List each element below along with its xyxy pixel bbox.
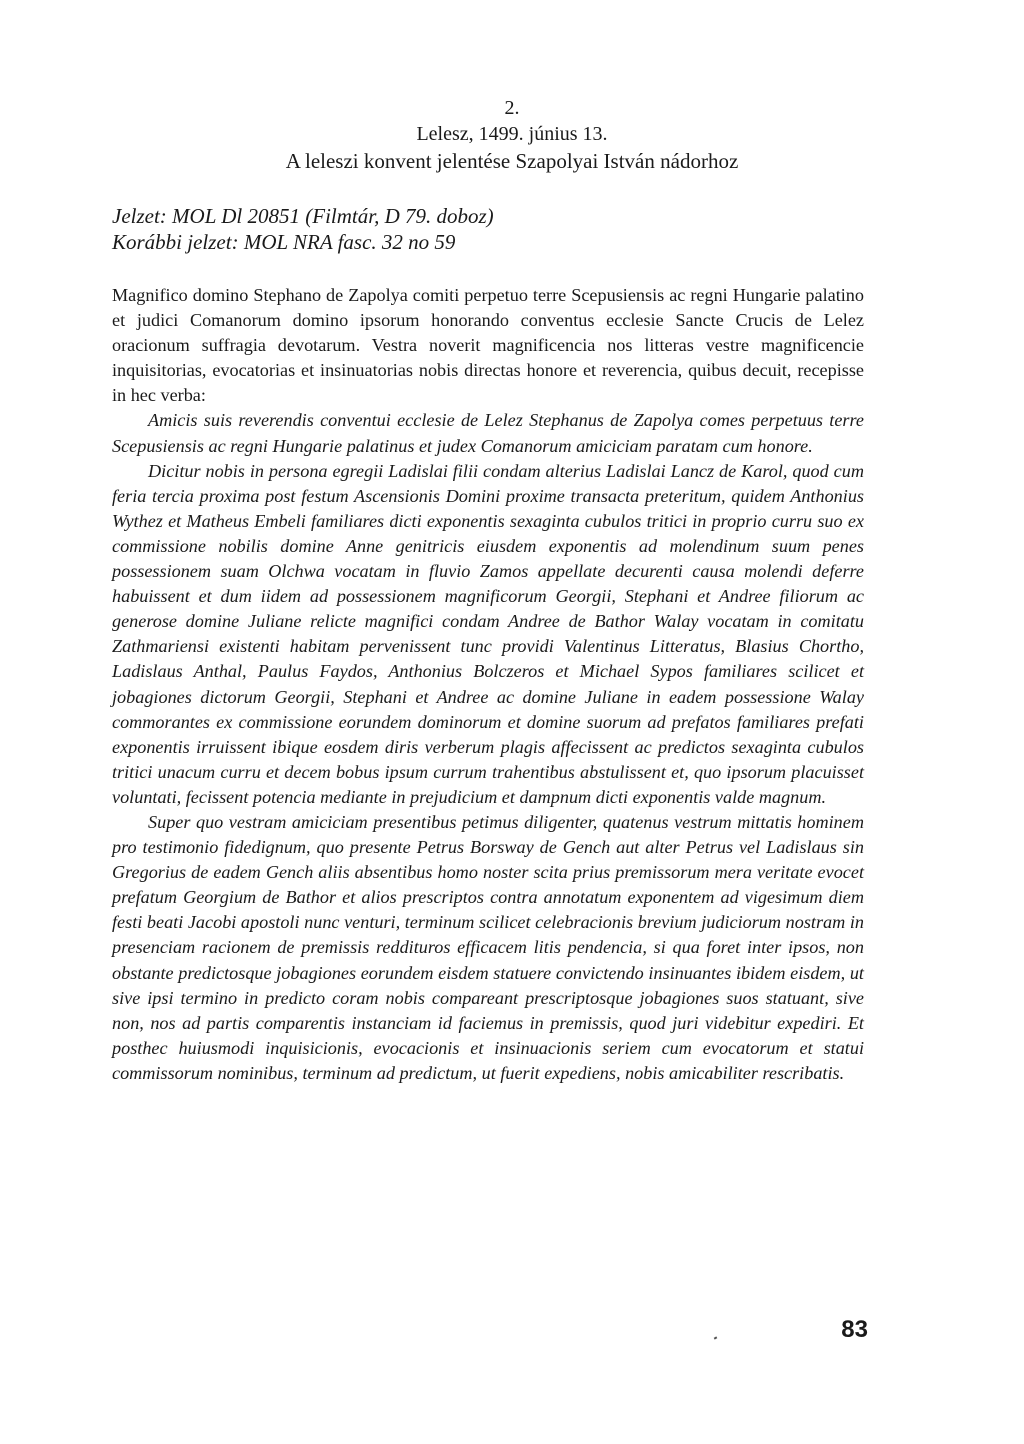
- document-title: A leleszi konvent jelentése Szapolyai István nádorhoz: [285, 149, 739, 173]
- document-number: 2.: [504, 97, 520, 119]
- signature-reference: Jelzet: MOL Dl 20851 (Filmtár, D 79. doboz): [112, 204, 494, 228]
- document-body: [112, 283, 864, 1086]
- scan-speck: [714, 1336, 718, 1339]
- intro-paragraph: Magnifico domino Stephano de Zapolya comiti perpetuo terre Scepusiensis ac regni Hungarie palatino et judici Comanorum domino ipsorum honorando conventus ecclesie Sancte Crucis de Lelez oracionum suffragia devotarum. Vestra noverit magnificencia nos litteras vestre magnificencie inquisitorias, evocatorias et insinuatorias nobis directas honore et reverencia, quibus decuit, recepisse in hec verba:: [112, 285, 864, 406]
- document-place-date: Lelesz, 1499. június 13.: [416, 123, 608, 145]
- letter-complaint-paragraph: Dicitur nobis in persona egregii Ladislai filii condam alterius Ladislai Lancz de Karol, quod cum feria tercia proxima post festum Ascensionis Domini proxime transacta preteritum, quidem Anthonius Wythez et Matheus Embeli familiares dicti exponentis sexaginta cubulos tritici in proprio curru suo ex commissione nobilis domine Anne genitricis eiusdem exponentis ad molendinum suum penes possessionem suam Olchwa vocatam in fluvio Zamos appellate decurenti causa molendi deferre habuissent et dum iidem ad possessionem magnificorum Georgii, Stephani et Andree filiorum ac generose domine Juliane relicte magnifici condam Andree de Bathor Walay vocatam in comitatu Zathmariensi existenti habitam pervenissent tunc providi Valentinus Litteratus, Blasius Chortho, Ladislaus Anthal, Paulus Faydos, Anthonius Bolczeros et Michael Sypos familiares scilicet et jobagiones dictorum Georgii, Stephani et Andree ac domine Juliane in eadem possessione Walay commorantes ex commissione eorundem dominorum et domine suorum ad prefatos familiares prefati exponentis irruissent ibique eosdem diris verberum plagis affecissent ac predictos sexaginta cubulos tritici unacum curru et decem bobus ipsum currum trahentibus abstulissent et, quo ipsorum placuisset voluntati, fecissent potencia mediante in prejudicium et dampnum dicti exponentis valde magnum.: [112, 460, 864, 807]
- letter-greeting-paragraph: Amicis suis reverendis conventui ecclesie de Lelez Stephanus de Zapolya comes perpetuus terre Scepusiensis ac regni Hungarie palatinus et judex Comanorum amiciciam paratam cum honore.: [112, 410, 864, 456]
- letter-request-paragraph: Super quo vestram amiciciam presentibus petimus diligenter, quatenus vestrum mittatis hominem pro testimonio fidedignum, quo presente Petrus Borsway de Gench aut alter Petrus vel Ladislaus sin Gregorius de eadem Gench aliis absentibus homo noster scita prius premissorum mera veritate evocet prefatum Georgium de Bathor et alios prescriptos contra annotatum exponentem ad vigesimum diem festi beati Jacobi apostoli nunc venturi, terminum scilicet celebracionis brevium judiciorum nostram in presenciam racionem de premissis reddituros efficacem litis pendencia, si qua foret inter ipsos, non obstante predictosque jobagiones eorundem eisdem statuere convictendo insinuantes ibidem eisdem, ut sive ipsi termino in predicto coram nobis compareant prescriptosque jobagiones suos statuant, sive non, nos ad partis comparentis instanciam id faciemus in premissis, quod juri videbitur expediri. Et posthec huiusmodi inquisicionis, evocacionis et insinuacionis seriem cum evocatorum et statui commissorum nominibus, terminum ad predictum, ut fuerit expediens, nobis amicabiliter rescribatis.: [112, 811, 864, 1083]
- page-number: 83: [841, 1316, 868, 1343]
- former-signature-reference: Korábbi jelzet: MOL NRA fasc. 32 no 59: [112, 230, 456, 254]
